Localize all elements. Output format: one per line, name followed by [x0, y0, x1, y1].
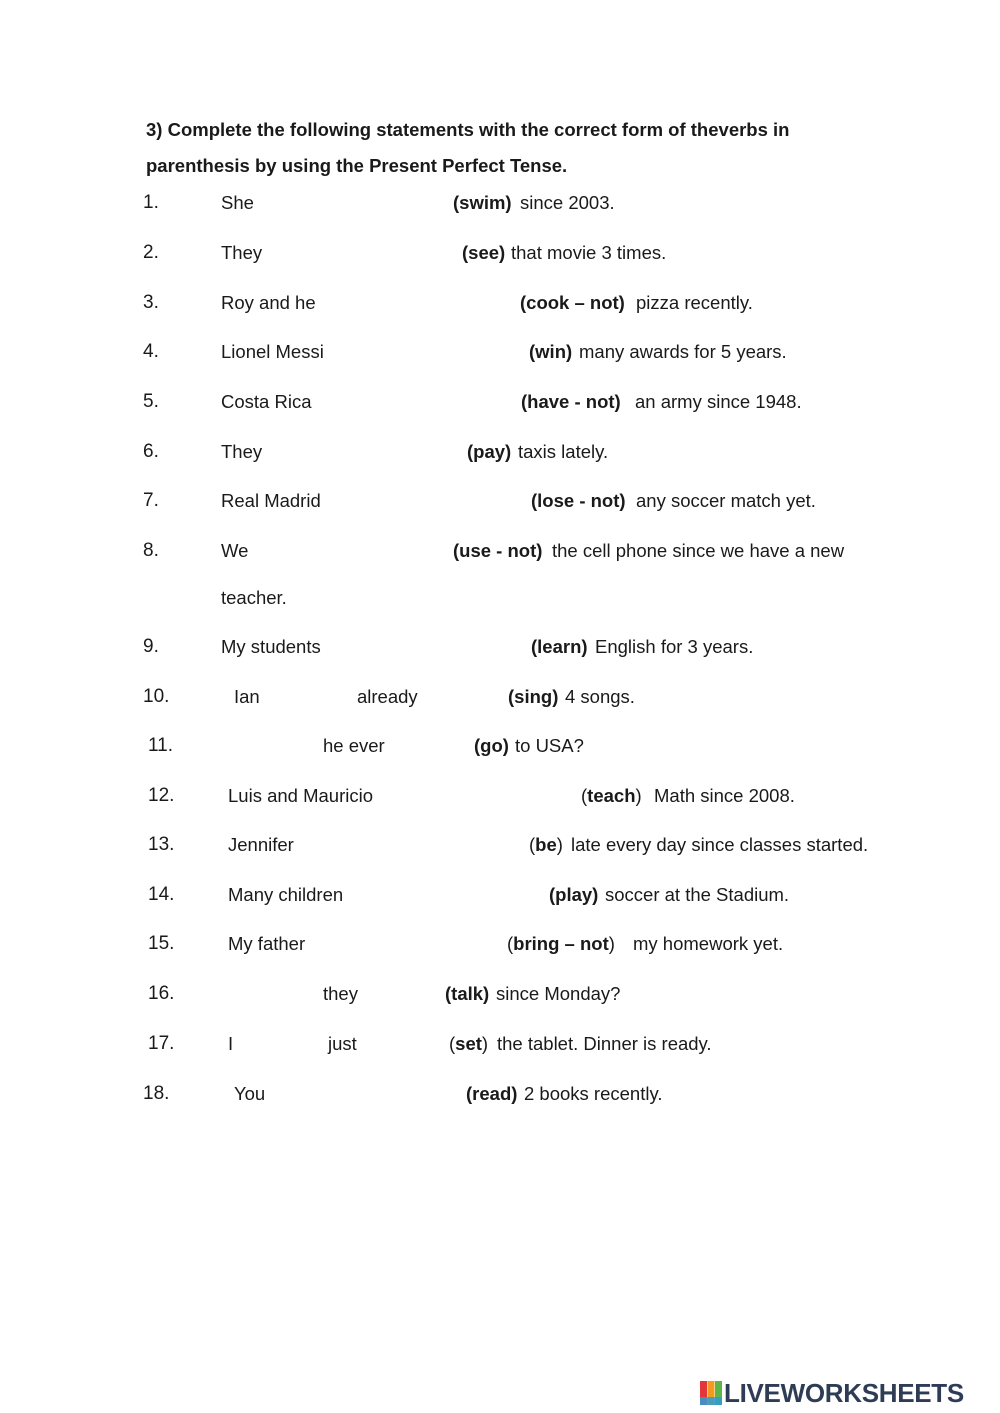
- item-sentence-end: my homework yet.: [633, 933, 784, 954]
- item-verb-cue: (pay): [467, 441, 512, 462]
- item-verb-cue: (talk): [445, 983, 490, 1004]
- item-sentence-end: since 2003.: [520, 192, 615, 213]
- exercise-item-17: [0, 1032, 1000, 1056]
- item-sentence-end: Math since 2008.: [654, 785, 795, 806]
- item-number: 10.: [143, 686, 170, 707]
- instructions-line-2: parenthesis by using the Present Perfect Tense.: [146, 155, 568, 176]
- item-verb-cue-group: [581, 784, 642, 808]
- item-subject: Real Madrid: [221, 490, 321, 511]
- exercise-item-18: [0, 1082, 1000, 1106]
- item-number: 3.: [143, 292, 159, 313]
- exercise-item-9: [0, 635, 1000, 659]
- item-adverb: already: [357, 686, 418, 707]
- item-number: 18.: [143, 1083, 170, 1104]
- item-subject: My students: [221, 636, 321, 657]
- item-verb-cue: (learn): [531, 636, 588, 657]
- item-sentence-end: since Monday?: [496, 983, 621, 1004]
- item-subject: We: [221, 540, 249, 561]
- exercise-item-10: [0, 685, 1000, 709]
- exercise-item-12: [0, 784, 1000, 808]
- item-verb-cue: (lose - not): [531, 490, 626, 511]
- verb-paren-close: ): [481, 1033, 489, 1054]
- item-sentence-end: the cell phone since we have a new: [552, 540, 845, 561]
- liveworksheets-logo-icon: [700, 1381, 722, 1405]
- item-subject: You: [234, 1083, 266, 1104]
- item-verb-cue: (see): [462, 242, 506, 263]
- item-verb-cue: be: [535, 834, 557, 855]
- item-number: 8.: [143, 540, 159, 561]
- item-number: 17.: [148, 1033, 175, 1054]
- item-subject: She: [221, 192, 254, 213]
- item-sentence-continuation: teacher.: [221, 587, 287, 608]
- item-sentence-end: the tablet. Dinner is ready.: [497, 1033, 712, 1054]
- item-subject: Ian: [234, 686, 260, 707]
- item-number: 1.: [143, 192, 159, 213]
- item-sentence-end: English for 3 years.: [595, 636, 754, 657]
- item-verb-cue: (have - not): [521, 391, 621, 412]
- item-sentence-end: any soccer match yet.: [636, 490, 816, 511]
- exercise-item-2: [0, 241, 1000, 265]
- exercise-item-15: [0, 932, 1000, 956]
- verb-paren-close: ): [635, 785, 642, 806]
- item-subject: Costa Rica: [221, 391, 312, 412]
- item-sentence-end: soccer at the Stadium.: [605, 884, 790, 905]
- item-verb-cue: (swim): [453, 192, 512, 213]
- verb-paren-open: (: [449, 1033, 456, 1054]
- item-subject: They: [221, 242, 263, 263]
- item-sentence-end: late every day since classes started.: [571, 834, 869, 855]
- item-number: 6.: [143, 441, 159, 462]
- item-adverb: he ever: [323, 735, 385, 756]
- exercise-item-1: [0, 191, 1000, 215]
- item-verb-cue-group: [507, 932, 615, 956]
- item-verb-cue-group: [529, 833, 563, 857]
- item-subject: Lionel Messi: [221, 341, 324, 362]
- item-subject: Jennifer: [228, 834, 294, 855]
- item-verb-cue-group: [449, 1032, 488, 1056]
- item-verb-cue: bring – not: [513, 933, 609, 954]
- exercise-item-11: [0, 734, 1000, 758]
- item-number: 15.: [148, 933, 175, 954]
- item-number: 5.: [143, 391, 159, 412]
- brand-wordmark: LIVEWORKSHEETS: [724, 1378, 964, 1408]
- item-adverb: just: [328, 1033, 357, 1054]
- item-subject: Luis and Mauricio: [228, 785, 373, 806]
- item-number: 13.: [148, 834, 175, 855]
- exercise-item-3: [0, 291, 1000, 315]
- item-number: 16.: [148, 983, 175, 1004]
- item-sentence-end: an army since 1948.: [635, 391, 802, 412]
- exercise-item-7: [0, 489, 1000, 513]
- item-sentence-end: taxis lately.: [518, 441, 609, 462]
- item-sentence-end: many awards for 5 years.: [579, 341, 787, 362]
- item-sentence-end: 4 songs.: [565, 686, 635, 707]
- item-number: 4.: [143, 341, 159, 362]
- exercise-item-8-continuation: [0, 586, 1000, 610]
- item-subject: They: [221, 441, 263, 462]
- exercise-item-13: [0, 833, 1000, 857]
- item-number: 14.: [148, 884, 175, 905]
- item-subject: Roy and he: [221, 292, 316, 313]
- item-sentence-end: to USA?: [515, 735, 584, 756]
- item-verb-cue: (play): [549, 884, 599, 905]
- item-number: 7.: [143, 490, 159, 511]
- item-verb-cue: (win): [529, 341, 573, 362]
- exercise-item-4: [0, 340, 1000, 364]
- item-number: 9.: [143, 636, 159, 657]
- item-number: 2.: [143, 242, 159, 263]
- item-sentence-end: pizza recently.: [636, 292, 753, 313]
- exercise-item-8: [0, 539, 1000, 563]
- item-sentence-end: 2 books recently.: [524, 1083, 663, 1104]
- item-number: 12.: [148, 785, 175, 806]
- exercise-item-16: [0, 982, 1000, 1006]
- item-verb-cue: (go): [474, 735, 509, 756]
- item-verb-cue: (sing): [508, 686, 559, 707]
- item-subject: Many children: [228, 884, 344, 905]
- verb-paren-close: ): [556, 834, 563, 855]
- item-verb-cue: (use - not): [453, 540, 543, 561]
- item-verb-cue: (read): [466, 1083, 518, 1104]
- verb-paren-open: (: [529, 834, 536, 855]
- exercise-item-14: [0, 883, 1000, 907]
- item-adverb: they: [323, 983, 358, 1004]
- exercise-item-5: [0, 390, 1000, 414]
- item-subject: I: [228, 1033, 234, 1054]
- item-sentence-end: that movie 3 times.: [511, 242, 667, 263]
- item-verb-cue: teach: [587, 785, 636, 806]
- exercise-item-6: [0, 440, 1000, 464]
- item-subject: My father: [228, 933, 306, 954]
- verb-paren-open: (: [581, 785, 588, 806]
- verb-paren-open: (: [507, 933, 514, 954]
- item-verb-cue: (cook – not): [520, 292, 625, 313]
- item-verb-cue: set: [455, 1033, 482, 1054]
- verb-paren-close: ): [608, 933, 615, 954]
- item-number: 11.: [148, 735, 174, 756]
- instructions-line-1: 3) Complete the following statements with the correct form of theverbs in: [146, 119, 790, 140]
